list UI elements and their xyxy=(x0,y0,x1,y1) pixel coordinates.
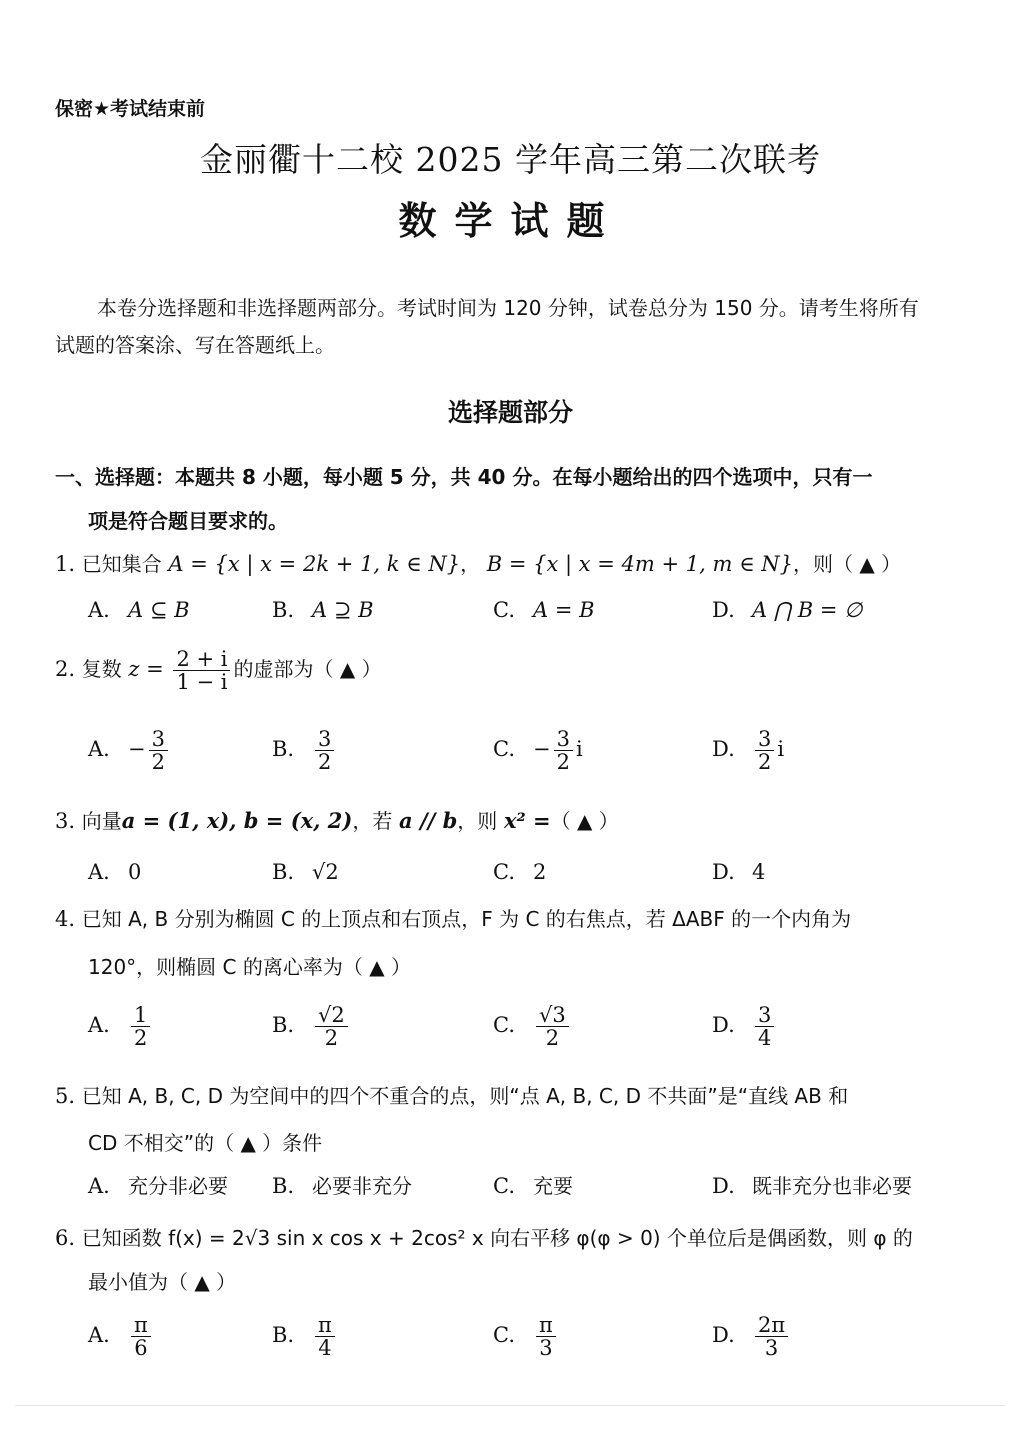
fraction-numerator: 3 xyxy=(554,728,573,751)
option-c xyxy=(493,1314,559,1359)
vector-expression: a = (1, x), b = (x, 2) xyxy=(121,808,353,833)
option-text: 既非充分也非必要 xyxy=(752,1174,912,1198)
option-d xyxy=(712,1314,791,1359)
fraction xyxy=(315,728,334,773)
option-suffix: i xyxy=(575,737,583,762)
option-label: A. xyxy=(88,598,110,622)
fraction-numerator: π xyxy=(536,1314,556,1337)
question-number: 5. xyxy=(55,1084,76,1108)
option-label: C. xyxy=(493,1323,515,1348)
question-1 xyxy=(55,548,901,577)
question-text: ，若 xyxy=(352,809,393,833)
option-sign: − xyxy=(128,737,146,762)
option-text: 4 xyxy=(752,860,766,884)
question-text: 向量 xyxy=(81,809,122,833)
option-b xyxy=(272,728,337,773)
option-a xyxy=(88,860,141,884)
question-text: 120°，则椭圆 C 的离心率为（ ▲ ） xyxy=(88,955,411,979)
option-d xyxy=(712,860,765,884)
question-number: 3. xyxy=(55,809,76,833)
fraction-numerator: √2 xyxy=(315,1004,348,1027)
question-text: 已知 A, B 分别为椭圆 C 的上顶点和右顶点，F 为 C 的右焦点，若 ΔABF 的一个内角为 xyxy=(81,907,852,931)
option-label: C. xyxy=(493,598,515,622)
fraction-denominator: 3 xyxy=(764,1336,779,1361)
option-d xyxy=(712,1170,912,1199)
fraction-numerator: 3 xyxy=(315,728,334,751)
fraction-denominator: 2 xyxy=(324,1026,339,1051)
option-sign: − xyxy=(533,737,551,762)
question-text: 已知集合 xyxy=(81,552,162,576)
fraction xyxy=(131,1004,150,1049)
option-label: B. xyxy=(272,598,295,622)
fraction-numerator: 1 xyxy=(131,1004,150,1027)
option-label: C. xyxy=(493,860,515,884)
fraction-denominator: 2 xyxy=(545,1026,560,1051)
option-label: C. xyxy=(493,1013,515,1038)
option-d xyxy=(712,728,784,773)
fraction-denominator: 6 xyxy=(134,1336,148,1361)
option-text: 充要 xyxy=(533,1174,573,1198)
option-label: A. xyxy=(88,1323,110,1348)
option-a xyxy=(88,1314,154,1359)
option-a xyxy=(88,1170,228,1199)
option-label: B. xyxy=(272,1174,295,1198)
fraction xyxy=(536,1004,569,1049)
fraction-numerator: 3 xyxy=(755,1004,774,1027)
confidential-label: 保密★考试结束前 xyxy=(55,98,206,120)
fraction-denominator: 2 xyxy=(134,1026,148,1051)
fraction-numerator: 3 xyxy=(149,728,168,751)
question-5-line2 xyxy=(88,1127,322,1156)
page-bottom-divider xyxy=(15,1405,1005,1406)
fraction xyxy=(315,1004,348,1049)
question-3 xyxy=(55,805,619,834)
fraction xyxy=(536,1314,556,1359)
part-one-line1: 一、选择题：本题共 8 小题，每小题 5 分，共 40 分。在每小题给出的四个选项中，只有一 xyxy=(55,465,873,489)
option-label: A. xyxy=(88,737,110,762)
part-one-line2: 项是符合题目要求的。 xyxy=(88,509,288,533)
option-c xyxy=(493,1004,572,1049)
option-label: B. xyxy=(272,737,295,762)
option-c xyxy=(493,728,583,773)
fraction-denominator: 4 xyxy=(318,1336,332,1361)
option-b xyxy=(272,1004,351,1049)
option-label: A. xyxy=(88,1174,110,1198)
option-a xyxy=(88,598,190,622)
option-label: D. xyxy=(712,860,735,884)
fraction-numerator: 2π xyxy=(755,1314,788,1337)
subject-title: 数学试题 xyxy=(398,199,623,243)
fraction-numerator: π xyxy=(131,1314,151,1337)
set-b-expression: B = {x | x = 4m + 1, m ∈ N} xyxy=(486,552,794,576)
question-2 xyxy=(55,648,382,693)
set-a-expression: A = {x | x = 2k + 1, k ∈ N} xyxy=(168,552,461,576)
question-tail: （ ▲ ） xyxy=(550,809,619,833)
question-text: CD 不相交”的（ ▲ ）条件 xyxy=(88,1131,323,1155)
fraction xyxy=(755,1004,774,1049)
option-text: 0 xyxy=(128,860,142,884)
fraction xyxy=(755,728,774,773)
question-text: ，则 xyxy=(457,809,498,833)
option-label: A. xyxy=(88,1013,110,1038)
parallel-condition: a // b xyxy=(399,808,458,833)
fraction-denominator: 1 − i xyxy=(176,670,228,695)
fraction-denominator: 3 xyxy=(539,1336,553,1361)
option-a xyxy=(88,728,171,773)
option-label: D. xyxy=(712,1174,735,1198)
fraction-numerator: √3 xyxy=(536,1004,569,1027)
question-4 xyxy=(55,903,851,932)
option-label: B. xyxy=(272,1323,295,1348)
option-label: D. xyxy=(712,598,735,622)
option-c xyxy=(493,860,546,884)
option-c xyxy=(493,598,595,622)
option-b xyxy=(272,1314,338,1359)
option-text: A = B xyxy=(533,598,595,622)
option-label: C. xyxy=(493,1174,515,1198)
fraction-numerator: 3 xyxy=(755,728,774,751)
fraction-denominator: 2 xyxy=(318,750,332,775)
separator: ， xyxy=(460,552,481,576)
option-b xyxy=(272,1170,412,1199)
question-6 xyxy=(55,1222,913,1251)
option-text: √2 xyxy=(312,860,339,884)
option-text: A ⋂ B = ∅ xyxy=(752,598,863,622)
option-label: B. xyxy=(272,860,295,884)
question-text: 最小值为（ ▲ ） xyxy=(88,1270,237,1294)
fraction xyxy=(315,1314,335,1359)
option-label: D. xyxy=(712,1323,735,1348)
question-number: 2. xyxy=(55,657,76,682)
option-label: C. xyxy=(493,737,515,762)
question-number: 4. xyxy=(55,907,76,931)
question-6-line2 xyxy=(88,1266,236,1295)
option-label: D. xyxy=(712,1013,735,1038)
fraction-numerator: 2 + i xyxy=(173,648,230,671)
question-5 xyxy=(55,1080,848,1109)
option-text: A ⊆ B xyxy=(128,598,190,622)
question-text: 已知 A, B, C, D 为空间中的四个不重合的点，则“点 A, B, C, D 不共面”是“直线 AB 和 xyxy=(81,1084,849,1108)
question-number: 6. xyxy=(55,1226,76,1250)
option-suffix: i xyxy=(777,737,785,762)
option-text: 2 xyxy=(533,860,547,884)
option-label: B. xyxy=(272,1013,295,1038)
question-tail: 的虚部为（ ▲ ） xyxy=(233,657,382,682)
question-text: 已知函数 f(x) = 2√3 sin x cos x + 2cos² x 向右平移 φ(φ > 0) 个单位后是偶函数，则 φ 的 xyxy=(81,1226,913,1250)
fraction-denominator: 2 xyxy=(758,750,772,775)
fraction xyxy=(755,1314,788,1359)
fraction-denominator: 4 xyxy=(758,1026,772,1051)
fraction xyxy=(554,728,573,773)
option-label: D. xyxy=(712,737,735,762)
exam-title: 金丽衢十二校 2025 学年高三第二次联考 xyxy=(200,140,821,179)
question-tail: ，则（ ▲ ） xyxy=(793,552,902,576)
question-4-line2 xyxy=(88,951,411,980)
fraction-denominator: 2 xyxy=(556,750,570,775)
exam-instructions: 本卷分选择题和非选择题两部分。考试时间为 120 分钟，试卷总分为 150 分。请考生将所有试题的答案涂、写在答题纸上。 xyxy=(55,296,919,357)
fraction-denominator: 2 xyxy=(151,750,165,775)
option-text: 必要非充分 xyxy=(312,1174,412,1198)
option-text: A ⊇ B xyxy=(312,598,374,622)
x-squared-expression: x² = xyxy=(503,808,551,833)
question-text: 复数 xyxy=(81,657,122,682)
part-one-heading xyxy=(55,455,935,543)
option-b xyxy=(272,860,339,884)
option-c xyxy=(493,1170,573,1199)
z-expression: z = xyxy=(128,657,164,682)
question-number: 1. xyxy=(55,552,76,576)
option-text: 充分非必要 xyxy=(128,1174,228,1198)
option-d xyxy=(712,598,862,622)
option-b xyxy=(272,598,374,622)
section-title: 选择题部分 xyxy=(447,398,573,427)
fraction xyxy=(131,1314,151,1359)
fraction xyxy=(149,728,168,773)
fraction xyxy=(173,648,230,693)
option-a xyxy=(88,1004,153,1049)
option-d xyxy=(712,1004,777,1049)
fraction-numerator: π xyxy=(315,1314,335,1337)
option-label: A. xyxy=(88,860,110,884)
